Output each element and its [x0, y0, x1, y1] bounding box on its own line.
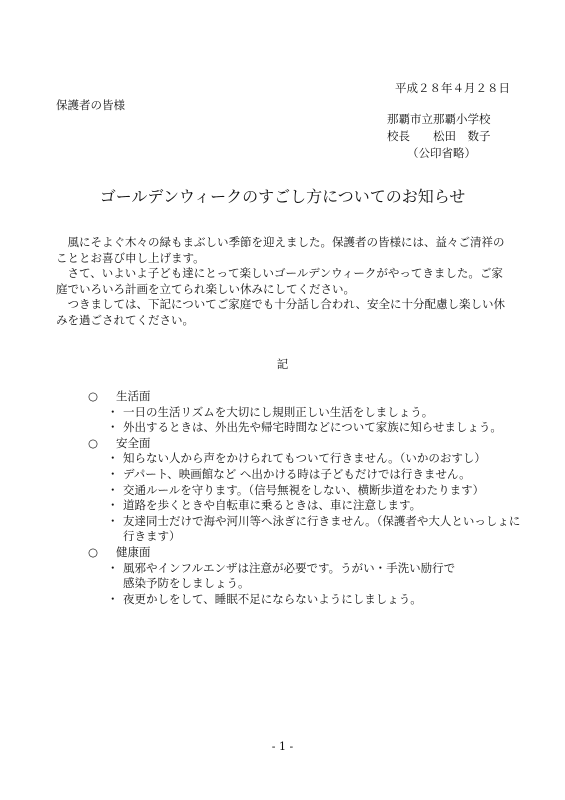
sender-block — [387, 111, 491, 162]
section-heading — [88, 436, 528, 452]
list-item-text: 風邪やインフルエンザは注意が必要です。うがい・手洗い励行で感染予防をしましょう。 — [123, 560, 456, 591]
body-paragraph: さて、いよいよ子ども達にとって楽しいゴールデンウィークがやってきました。ご家庭でいろいろ計画を立てられ楽しい休みにしてください。 — [56, 266, 503, 296]
list-item — [88, 451, 528, 467]
bullet-icon: ・ — [107, 482, 119, 497]
body-text — [56, 235, 514, 329]
bullet-icon: ・ — [107, 451, 119, 466]
list-item-text: 知らない人から声をかけられてもついて行きません。（いかのおすし） — [123, 451, 486, 466]
issue-date: 平成２８年４月２８日 — [395, 81, 510, 95]
bullet-icon: ・ — [107, 591, 119, 606]
list-item-text: 交通ルールを守ります。（信号無視をしない、横断歩道をわたります） — [123, 482, 485, 497]
recipient: 保護者の皆様 — [56, 98, 125, 112]
list-item-text: 夜更かしをして、睡眠不足にならないようにしましょう。 — [123, 591, 422, 606]
bullet-icon: ・ — [107, 404, 119, 419]
list-item-text: 道路を歩くときや自転車に乗るときは、車に注意します。 — [123, 498, 422, 513]
section-life — [88, 389, 528, 436]
section-heading-label: 健康面 — [116, 544, 151, 559]
body-paragraph: つきましては、下記についてご家庭でも十分話し合われ、安全に十分配慮し楽しい休みを過ごされてください。 — [56, 297, 505, 327]
list-item-text: 一日の生活リズムを大切にし規則正しい生活をしましょう。 — [123, 404, 434, 419]
circle-mark-icon: ○ — [88, 389, 99, 403]
section-health — [88, 545, 528, 607]
notes-list — [88, 389, 528, 607]
list-item — [88, 483, 528, 499]
list-item — [88, 420, 528, 436]
seal-note: （公印省略） — [407, 146, 476, 160]
list-item — [88, 514, 528, 545]
list-item-text: デパート、映画館など へ出かける時は子どもだけでは行きません。 — [123, 466, 471, 481]
school-name: 那覇市立那覇小学校 — [387, 112, 491, 126]
list-item — [88, 592, 528, 608]
section-heading-label: 安全面 — [116, 435, 151, 450]
bullet-icon: ・ — [107, 560, 119, 575]
page-title: ゴールデンウィークのすごし方についてのお知らせ — [99, 187, 466, 206]
bullet-icon: ・ — [107, 466, 119, 481]
body-paragraph: 風にそよぐ木々の緑もまぶしい季節を迎えました。保護者の皆様には、益々ご清祥のこととお喜び申し上げます。 — [56, 235, 505, 265]
principal-name: 校長 松田 数子 — [387, 129, 491, 143]
ki-heading: 記 — [276, 357, 289, 371]
bullet-icon: ・ — [107, 513, 119, 528]
list-item — [88, 467, 528, 483]
list-item — [88, 405, 528, 421]
list-item-text: 外出するときは、外出先や帰宅時間などについて家族に知らせましょう。 — [123, 420, 502, 435]
section-heading — [88, 545, 528, 561]
circle-mark-icon: ○ — [88, 435, 99, 450]
section-safety — [88, 436, 528, 545]
section-heading — [88, 389, 528, 405]
list-item — [88, 561, 528, 592]
list-item-text: 友達同士だけで海や河川等へ泳ぎに行きません。（保護者や大人といっしょに行きます） — [123, 513, 521, 544]
bullet-icon: ・ — [107, 420, 119, 435]
bullet-icon: ・ — [107, 498, 119, 513]
page-number: - 1 - — [271, 740, 294, 753]
circle-mark-icon: ○ — [88, 544, 99, 559]
section-heading-label: 生活面 — [116, 389, 151, 403]
list-item — [88, 498, 528, 514]
